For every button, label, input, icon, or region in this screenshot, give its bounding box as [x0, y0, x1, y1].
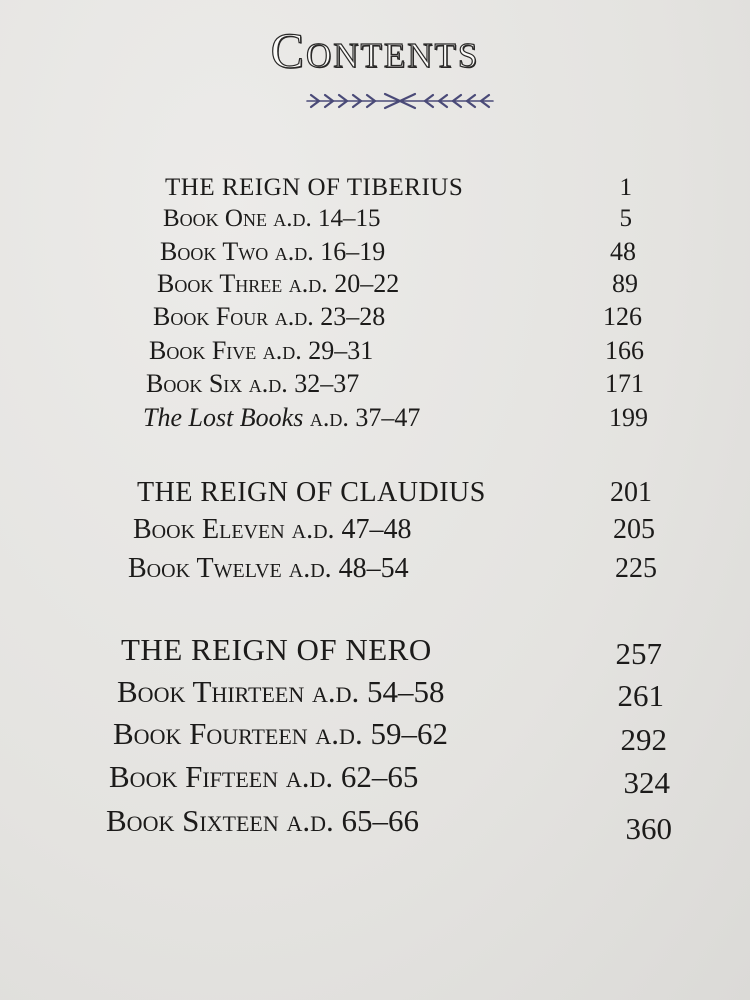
book-title: Book Eleven	[133, 514, 285, 545]
toc-entry-page: 5	[619, 205, 632, 232]
toc-entry-book-thirteen	[117, 674, 445, 710]
toc-entry-book-fourteen	[113, 716, 448, 752]
toc-entry-page: 199	[609, 403, 648, 432]
section-heading-page: 1	[619, 174, 632, 201]
toc-entry-book-twelve	[128, 553, 409, 585]
book-dates: a.d. 48–54	[288, 553, 409, 584]
laurel-ornament-icon	[305, 91, 495, 111]
toc-entry-book-one	[163, 205, 380, 233]
section-heading-label: THE REIGN OF CLAUDIUS	[137, 477, 486, 508]
toc-entry-page: 205	[613, 514, 655, 545]
book-title: Book Five	[149, 336, 257, 365]
book-dates: a.d. 20–22	[288, 269, 400, 298]
book-title: Book Four	[153, 302, 269, 331]
book-title: Book One	[163, 205, 267, 232]
book-dates: a.d. 14–15	[273, 205, 381, 232]
section-heading-nero	[121, 632, 432, 668]
book-dates: a.d. 47–48	[291, 514, 412, 545]
book-title: Book Twelve	[128, 553, 282, 584]
book-title: Book Thirteen	[117, 674, 305, 709]
toc-entry-book-eleven	[133, 514, 412, 546]
toc-entry-page: 48	[610, 237, 636, 266]
toc-entry-page: 171	[605, 369, 644, 398]
page-title: Contents	[270, 22, 480, 78]
section-heading-page: 257	[615, 636, 662, 671]
book-title: Book Sixteen	[106, 803, 279, 838]
book-title: Book Fifteen	[109, 759, 279, 794]
book-dates: a.d. 16–19	[274, 237, 386, 266]
book-dates: a.d. 54–58	[312, 674, 445, 709]
toc-entry-lost-books	[143, 403, 420, 433]
toc-entry-book-four	[153, 302, 385, 332]
toc-entry-page: 292	[620, 722, 667, 757]
toc-entry-page: 89	[612, 269, 638, 298]
book-dates: a.d. 65–66	[286, 803, 420, 838]
toc-entry-page: 225	[615, 553, 657, 584]
toc-entry-page: 360	[625, 811, 672, 846]
section-heading-tiberius	[165, 174, 463, 202]
toc-entry-book-six	[146, 369, 359, 399]
book-dates: a.d. 62–65	[285, 759, 419, 794]
book-dates: a.d. 37–47	[309, 403, 421, 432]
book-title: Book Fourteen	[113, 716, 308, 751]
section-heading-label: THE REIGN OF TIBERIUS	[165, 174, 464, 201]
section-heading-label: THE REIGN OF NERO	[121, 632, 432, 667]
toc-entry-page: 166	[605, 336, 644, 365]
book-title: Book Six	[146, 369, 243, 398]
book-title: Book Two	[160, 237, 269, 266]
toc-entry-page: 261	[617, 678, 664, 713]
book-title: The Lost Books	[143, 403, 304, 432]
book-dates: a.d. 23–28	[274, 302, 386, 331]
toc-entry-page: 126	[603, 302, 642, 331]
section-heading-claudius	[137, 477, 486, 509]
book-dates: a.d. 59–62	[315, 716, 448, 751]
toc-entry-book-two	[160, 237, 385, 267]
book-dates: a.d. 29–31	[262, 336, 374, 365]
toc-entry-book-three	[157, 269, 399, 299]
book-title: Book Three	[157, 269, 283, 298]
toc-entry-book-five	[149, 336, 373, 366]
toc-entry-book-fifteen	[109, 759, 418, 795]
toc-entry-page: 324	[623, 765, 670, 800]
toc-entry-book-sixteen	[106, 803, 419, 839]
section-heading-page: 201	[610, 477, 652, 508]
book-dates: a.d. 32–37	[248, 369, 360, 398]
